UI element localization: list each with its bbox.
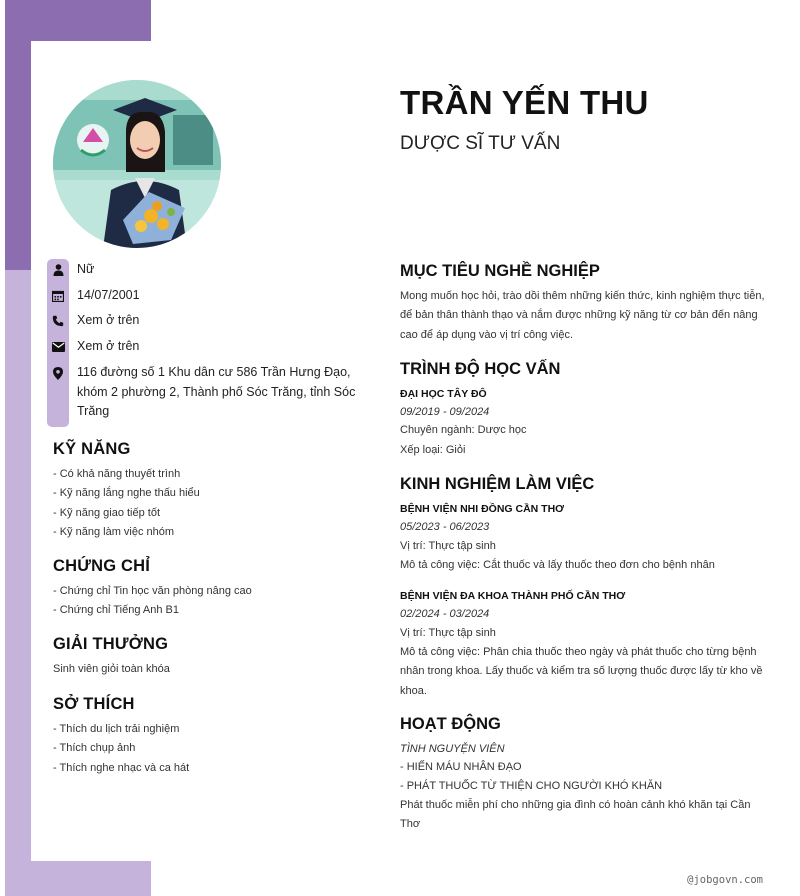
contact-gender	[47, 260, 367, 280]
experience-title: KINH NGHIỆM LÀM VIỆC	[400, 475, 595, 493]
list-item: - Thích du lịch trải nghiệm	[53, 723, 180, 735]
education-major: Chuyên ngành: Dược học	[400, 424, 527, 436]
objective-text: Mong muốn học hỏi, trào dồi thêm những kiến thức, kinh nghiệm thực tiễn, để bản thân thành thạo và nắm được những kỹ năng từ cơ bản đến nâng cao để áp dụng vào vị trí công việc.	[400, 290, 765, 341]
education-title: TRÌNH ĐỘ HỌC VẤN	[400, 360, 561, 378]
education-period: 09/2019 - 09/2024	[400, 406, 490, 418]
contact-phone	[47, 311, 367, 331]
job-position: Vị trí: Thực tập sinh	[400, 627, 496, 639]
skills-title: KỸ NĂNG	[53, 440, 131, 458]
gender-text: Nữ	[77, 262, 95, 276]
school-name: ĐẠI HỌC TÂY ĐÔ	[400, 388, 487, 400]
list-item: - Thích chụp ảnh	[53, 742, 136, 755]
list-item: - Có khả năng thuyết trình	[53, 468, 181, 480]
activity-item: - HIẾN MÁU NHÂN ĐẠO	[400, 761, 522, 773]
job-description: Mô tả công việc: Phân chia thuốc theo ngày và phát thuốc cho từng bệnh nhân trong khoa. Lấy thuốc và kiểm tra số lượng thuốc được lấy từ kho về khoa.	[400, 646, 763, 697]
watermark: @jobgovn.com	[687, 874, 763, 886]
contact-address	[47, 363, 367, 422]
phone-text: Xem ở trên	[77, 313, 140, 327]
list-item: - Thích nghe nhạc và ca hát	[53, 761, 190, 774]
job-description: Mô tả công việc: Cắt thuốc và lấy thuốc theo đơn cho bệnh nhân	[400, 559, 715, 571]
contact-dob	[47, 286, 367, 306]
list-item: - Kỹ năng giao tiếp tốt	[53, 506, 161, 519]
activities-title: HOẠT ĐỘNG	[400, 715, 501, 733]
job-org: BỆNH VIỆN NHI ĐỒNG CẦN THƠ	[400, 503, 565, 515]
skills-list	[53, 465, 200, 543]
email-text: Xem ở trên	[77, 339, 140, 353]
phone-icon	[47, 312, 69, 330]
hobbies-list	[53, 720, 189, 778]
location-pin-icon	[47, 364, 69, 382]
list-item: - Kỹ năng làm việc nhóm	[53, 526, 175, 539]
contact-email	[47, 337, 367, 357]
list-item: - Kỹ năng lắng nghe thấu hiểu	[53, 487, 200, 500]
job-position: Vị trí: Thực tập sinh	[400, 540, 496, 552]
job-period: 05/2023 - 06/2023	[400, 521, 490, 533]
activity-description: Phát thuốc miễn phí cho những gia đình có hoàn cảnh khó khăn tại Cần Thơ	[400, 799, 751, 831]
objective-title: MỤC TIÊU NGHỀ NGHIỆP	[400, 262, 600, 280]
user-icon	[47, 261, 69, 279]
job-org: BỆNH VIỆN ĐA KHOA THÀNH PHỐ CẦN THƠ	[400, 590, 626, 602]
address-text: 116 đường số 1 Khu dân cư 586 Trần Hưng Đạo, khóm 2 phường 2, Thành phố Sóc Trăng, tỉnh Sóc Trăng	[77, 365, 356, 418]
list-item: - Chứng chỉ Tiếng Anh B1	[53, 604, 179, 617]
list-item: - Chứng chỉ Tin học văn phòng nâng cao	[53, 585, 252, 597]
awards-list	[53, 660, 170, 679]
mail-icon	[47, 338, 69, 356]
awards-title: GIẢI THƯỞNG	[53, 635, 169, 653]
profile-photo	[53, 80, 221, 248]
activity-role: TÌNH NGUYỆN VIÊN	[400, 743, 505, 755]
list-item: Sinh viên giỏi toàn khóa	[53, 663, 170, 675]
candidate-role: DƯỢC SĨ TƯ VẤN	[400, 133, 561, 154]
education-rank: Xếp loại: Giỏi	[400, 444, 466, 456]
dob-text: 14/07/2001	[77, 288, 140, 302]
calendar-icon	[47, 287, 69, 305]
activity-item: - PHÁT THUỐC TỪ THIỆN CHO NGƯỜI KHÓ KHĂN	[400, 780, 663, 792]
job-period: 02/2024 - 03/2024	[400, 608, 490, 620]
candidate-name: TRẦN YẾN THU	[400, 84, 649, 121]
certificates-title: CHỨNG CHỈ	[53, 557, 151, 575]
certificates-list	[53, 582, 252, 621]
hobbies-title: SỞ THÍCH	[53, 695, 135, 713]
